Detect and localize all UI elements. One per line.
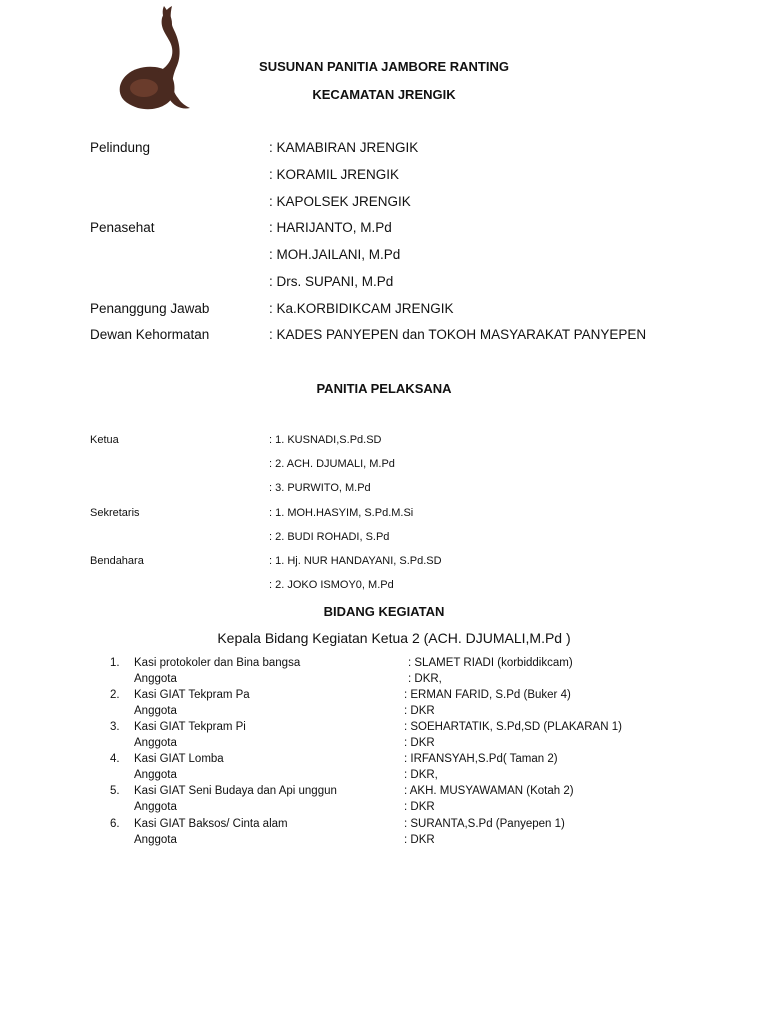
- anggota-label: Anggota: [134, 801, 177, 813]
- role-value: : KAMABIRAN JRENGIK: [269, 140, 419, 155]
- anggota-value: : DKR: [404, 834, 435, 846]
- kasi-value: : SLAMET RIADI (korbiddikcam): [408, 657, 573, 669]
- role-label: Dewan Kehormatan: [90, 327, 210, 342]
- panitia-title: PANITIA PELAKSANA: [316, 381, 452, 396]
- document-title: SUSUNAN PANITIA JAMBORE RANTING: [259, 59, 509, 74]
- anggota-label: Anggota: [134, 705, 177, 717]
- role-value: : 1. KUSNADI,S.Pd.SD: [269, 434, 382, 446]
- role-value: : 1. MOH.HASYIM, S.Pd.M.Si: [269, 507, 414, 519]
- list-number: 2.: [110, 689, 120, 701]
- role-label: Sekretaris: [90, 507, 140, 519]
- role-value: : KADES PANYEPEN dan TOKOH MASYARAKAT PANYEPEN: [269, 327, 647, 342]
- anggota-label: Anggota: [134, 769, 177, 781]
- role-value: : 2. BUDI ROHADI, S.Pd: [269, 531, 390, 543]
- anggota-label: Anggota: [134, 737, 177, 749]
- role-value: : KAPOLSEK JRENGIK: [269, 194, 411, 209]
- role-value: : 3. PURWITO, M.Pd: [269, 482, 371, 494]
- kasi-value: : SOEHARTATIK, S.Pd,SD (PLAKARAN 1): [404, 721, 622, 733]
- role-value: : 2. ACH. DJUMALI, M.Pd: [269, 458, 395, 470]
- role-label: Pelindung: [90, 140, 151, 155]
- role-value: : 1. Hj. NUR HANDAYANI, S.Pd.SD: [269, 555, 442, 567]
- role-value: : Ka.KORBIDIKCAM JRENGIK: [269, 301, 454, 316]
- kasi-label: Kasi GIAT Tekpram Pa: [134, 689, 250, 701]
- list-number: 6.: [110, 818, 120, 830]
- anggota-value: : DKR: [404, 801, 435, 813]
- role-label: Ketua: [90, 434, 119, 446]
- kasi-label: Kasi GIAT Baksos/ Cinta alam: [134, 818, 288, 830]
- role-label: Bendahara: [90, 555, 144, 567]
- role-value: : HARIJANTO, M.Pd: [269, 220, 392, 235]
- document-subtitle: KECAMATAN JRENGIK: [312, 87, 456, 102]
- kasi-label: Kasi GIAT Seni Budaya dan Api unggun: [134, 785, 337, 797]
- anggota-label: Anggota: [134, 673, 177, 685]
- list-number: 5.: [110, 785, 120, 797]
- bidang-subtitle: Kepala Bidang Kegiatan Ketua 2 (ACH. DJUMALI,M.Pd ): [217, 630, 571, 646]
- kasi-value: : SURANTA,S.Pd (Panyepen 1): [404, 818, 565, 830]
- role-value: : MOH.JAILANI, M.Pd: [269, 247, 401, 262]
- anggota-value: : DKR,: [404, 769, 438, 781]
- anggota-value: : DKR,: [408, 673, 442, 685]
- kasi-value: : AKH. MUSYAWAMAN (Kotah 2): [404, 785, 574, 797]
- role-label: Penanggung Jawab: [90, 301, 210, 316]
- role-value: : KORAMIL JRENGIK: [269, 167, 400, 182]
- kasi-value: : ERMAN FARID, S.Pd (Buker 4): [404, 689, 571, 701]
- anggota-value: : DKR: [404, 705, 435, 717]
- role-label: Penasehat: [90, 220, 155, 235]
- role-value: : Drs. SUPANI, M.Pd: [269, 274, 394, 289]
- bidang-title: BIDANG KEGIATAN: [323, 604, 445, 619]
- kasi-label: Kasi protokoler dan Bina bangsa: [134, 657, 301, 669]
- anggota-value: : DKR: [404, 737, 435, 749]
- kasi-label: Kasi GIAT Tekpram Pi: [134, 721, 246, 733]
- role-value: : 2. JOKO ISMOY0, M.Pd: [269, 579, 394, 591]
- list-number: 3.: [110, 721, 120, 733]
- kasi-label: Kasi GIAT Lomba: [134, 753, 224, 765]
- kasi-value: : IRFANSYAH,S.Pd( Taman 2): [404, 753, 558, 765]
- list-number: 4.: [110, 753, 120, 765]
- list-number: 1.: [110, 657, 120, 669]
- anggota-label: Anggota: [134, 834, 177, 846]
